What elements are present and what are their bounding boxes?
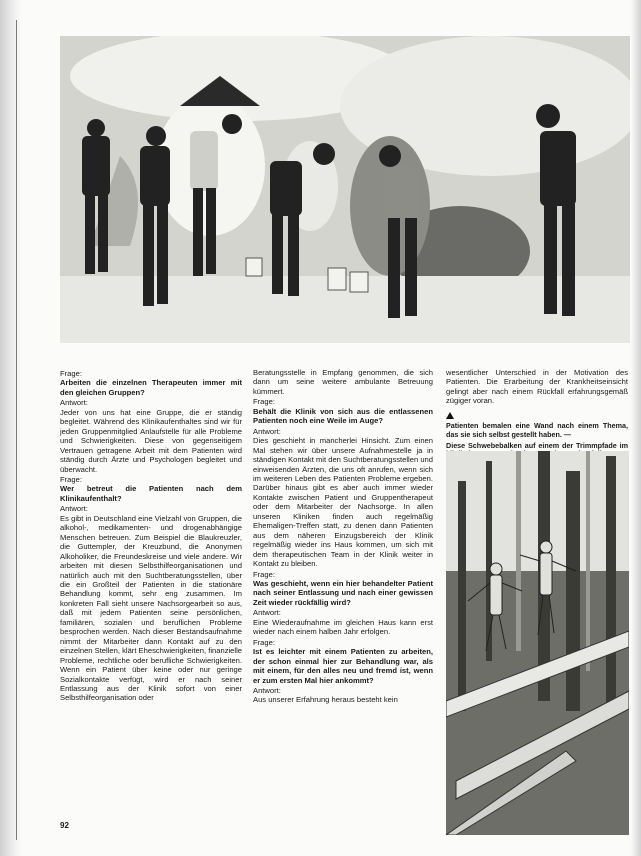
text-column-1 (60, 368, 242, 703)
question-text: Behält die Klinik von sich aus die entlassenen Patienten noch eine Weile im Auge? (253, 406, 433, 426)
answer-text: Eine Wiederaufnahme im gleichen Haus kann erst wieder nach einem halben Jahr erfolgen. (253, 617, 433, 637)
question-label: Frage: (253, 397, 275, 407)
question-text: Wer betreut die Patienten nach dem Klinikaufenthalt? (60, 484, 242, 503)
answer-label: Antwort: (60, 398, 88, 408)
question-label: Frage: (253, 569, 275, 579)
photo-painting-group (60, 36, 630, 343)
answer-text: Beratungsstelle in Empfang genommen, die sich dann um seine weitere ambulante Betreuung kümmert. (253, 368, 433, 396)
text-column-2 (253, 368, 433, 705)
caption-top-photo: Patienten bemalen eine Wand nach einem Thema, das sie sich selbst gestellt haben. — (446, 421, 628, 439)
question-text: Arbeiten die einzelnen Therapeuten immer mit den gleichen Gruppen? (60, 378, 242, 397)
question-label: Frage: (253, 637, 275, 647)
question-label: Frage: (60, 474, 82, 484)
page-number: 92 (60, 821, 69, 830)
answer-label: Antwort: (253, 426, 281, 436)
answer-text: Es gibt in Deutschland eine Vielzahl von Gruppen, die alkohol-, medikamenten- und drogenabhängige Menschen betreuen. Zum Beispiel die Blaukreuzler, die Guttempler, der Kreuzbund, die Anonymen Alkoholiker, die Freundeskreise und viele andere. Wir arbeiten mit diesen Selbsthilfeorganisationen und natürlich auch mit den Suchtberatungsstellen, über die ein Großteil der Patienten in die stationäre Behandlung kommt, sehr eng zusammen. Im konkreten Fall sieht unsere Nachsorgearbeit so aus, daß mit jedem Patienten seine persönlichen, familiären, sozialen und beruflichen Probleme besprochen werden. Nach dieser Bestandsaufnahme nimmt der Mitarbeiter dann Kontakt auf zu den einzelnen Stellen, klärt Eheschwierigkeiten, finanzielle Probleme, rechtliche oder berufliche Schwierigkeiten. Wenn ein Patient über keine oder nur geringe Sozialkontakte verfügt, wird er nach seiner Entlassung aus der Klinik sofort von einer Selbsthilfeorganisation oder (60, 513, 242, 703)
page-gutter-shadow (0, 0, 22, 856)
triangle-up-icon (446, 412, 454, 419)
caption-bottom-photo: Diese Schwebebalken auf einem der Trimmpfade im (446, 440, 628, 450)
answer-text: Aus unserer Erfahrung heraus besteht kein (253, 695, 398, 705)
answer-label: Antwort: (253, 608, 281, 618)
question-label: Frage: (60, 369, 82, 378)
question-text: Ist es leichter mit einem Patienten zu arbeiten, der schon einmal hier zur Behandlung war, als mit einem, für den alles neu und fremd ist, wenn er zum ersten Mal hier ankommt? (253, 647, 433, 685)
answer-text: Jeder von uns hat eine Gruppe, die er ständig begleitet. Während des Klinikaufenthaltes sind wir für jeden Gruppenmitglied Anlaufstelle für alle Probleme und Schwierigkeiten. Diese von gegenseitigem Vertrauen getragene Arbeit mit dem Patienten wird ständig durch Ärzte und Psychologen begleitet und überwacht. (60, 407, 242, 474)
photo-balance-beams (446, 451, 629, 835)
answer-label: Antwort: (60, 504, 88, 514)
answer-text: wesentlicher Unterschied in der Motivation des Patienten. Die Erarbeitung der Krankheitseinsicht gelingt aber nach einem Rückfall erfahrungsgemäß zügiger voran. (446, 368, 628, 406)
question-text: Was geschieht, wenn ein hier behandelter Patient nach seiner Entlassung und nach einer gewissen Zeit wieder rückfällig wird? (253, 578, 433, 607)
page-edge-shadow (631, 0, 641, 856)
answer-label: Antwort: (253, 685, 281, 695)
photo-balance-beams-illustration (446, 451, 629, 835)
answer-text: Dies geschieht in mancherlei Hinsicht. Zum einen Mal stehen wir über unsere Aufnahmestelle ja in ständigen Kontakt mit den Suchtberatungsstellen und einweisenden Ärzten, die uns oft anrufen, wenn sich im weiteren Leben des Patienten Probleme ergeben. Darüber hinaus gibt es aber auch immer wieder Kontakte zwischen Patient und Gruppentherapeut oder dem Mitarbeiter der Nachsorge. In allen unseren Kliniken finden auch regelmäßig Ehemaligen-Treffen statt, zu denen dann Patienten aus dem näheren Einzugsbereich der Klinik regelmäßig wieder ins Haus kommen, um sich mit dem therapeutischen Team in der Klinik weiter in Kontakt zu bleiben. (253, 436, 433, 569)
photo-painting-group-illustration (60, 36, 630, 343)
binding-line (16, 20, 17, 840)
